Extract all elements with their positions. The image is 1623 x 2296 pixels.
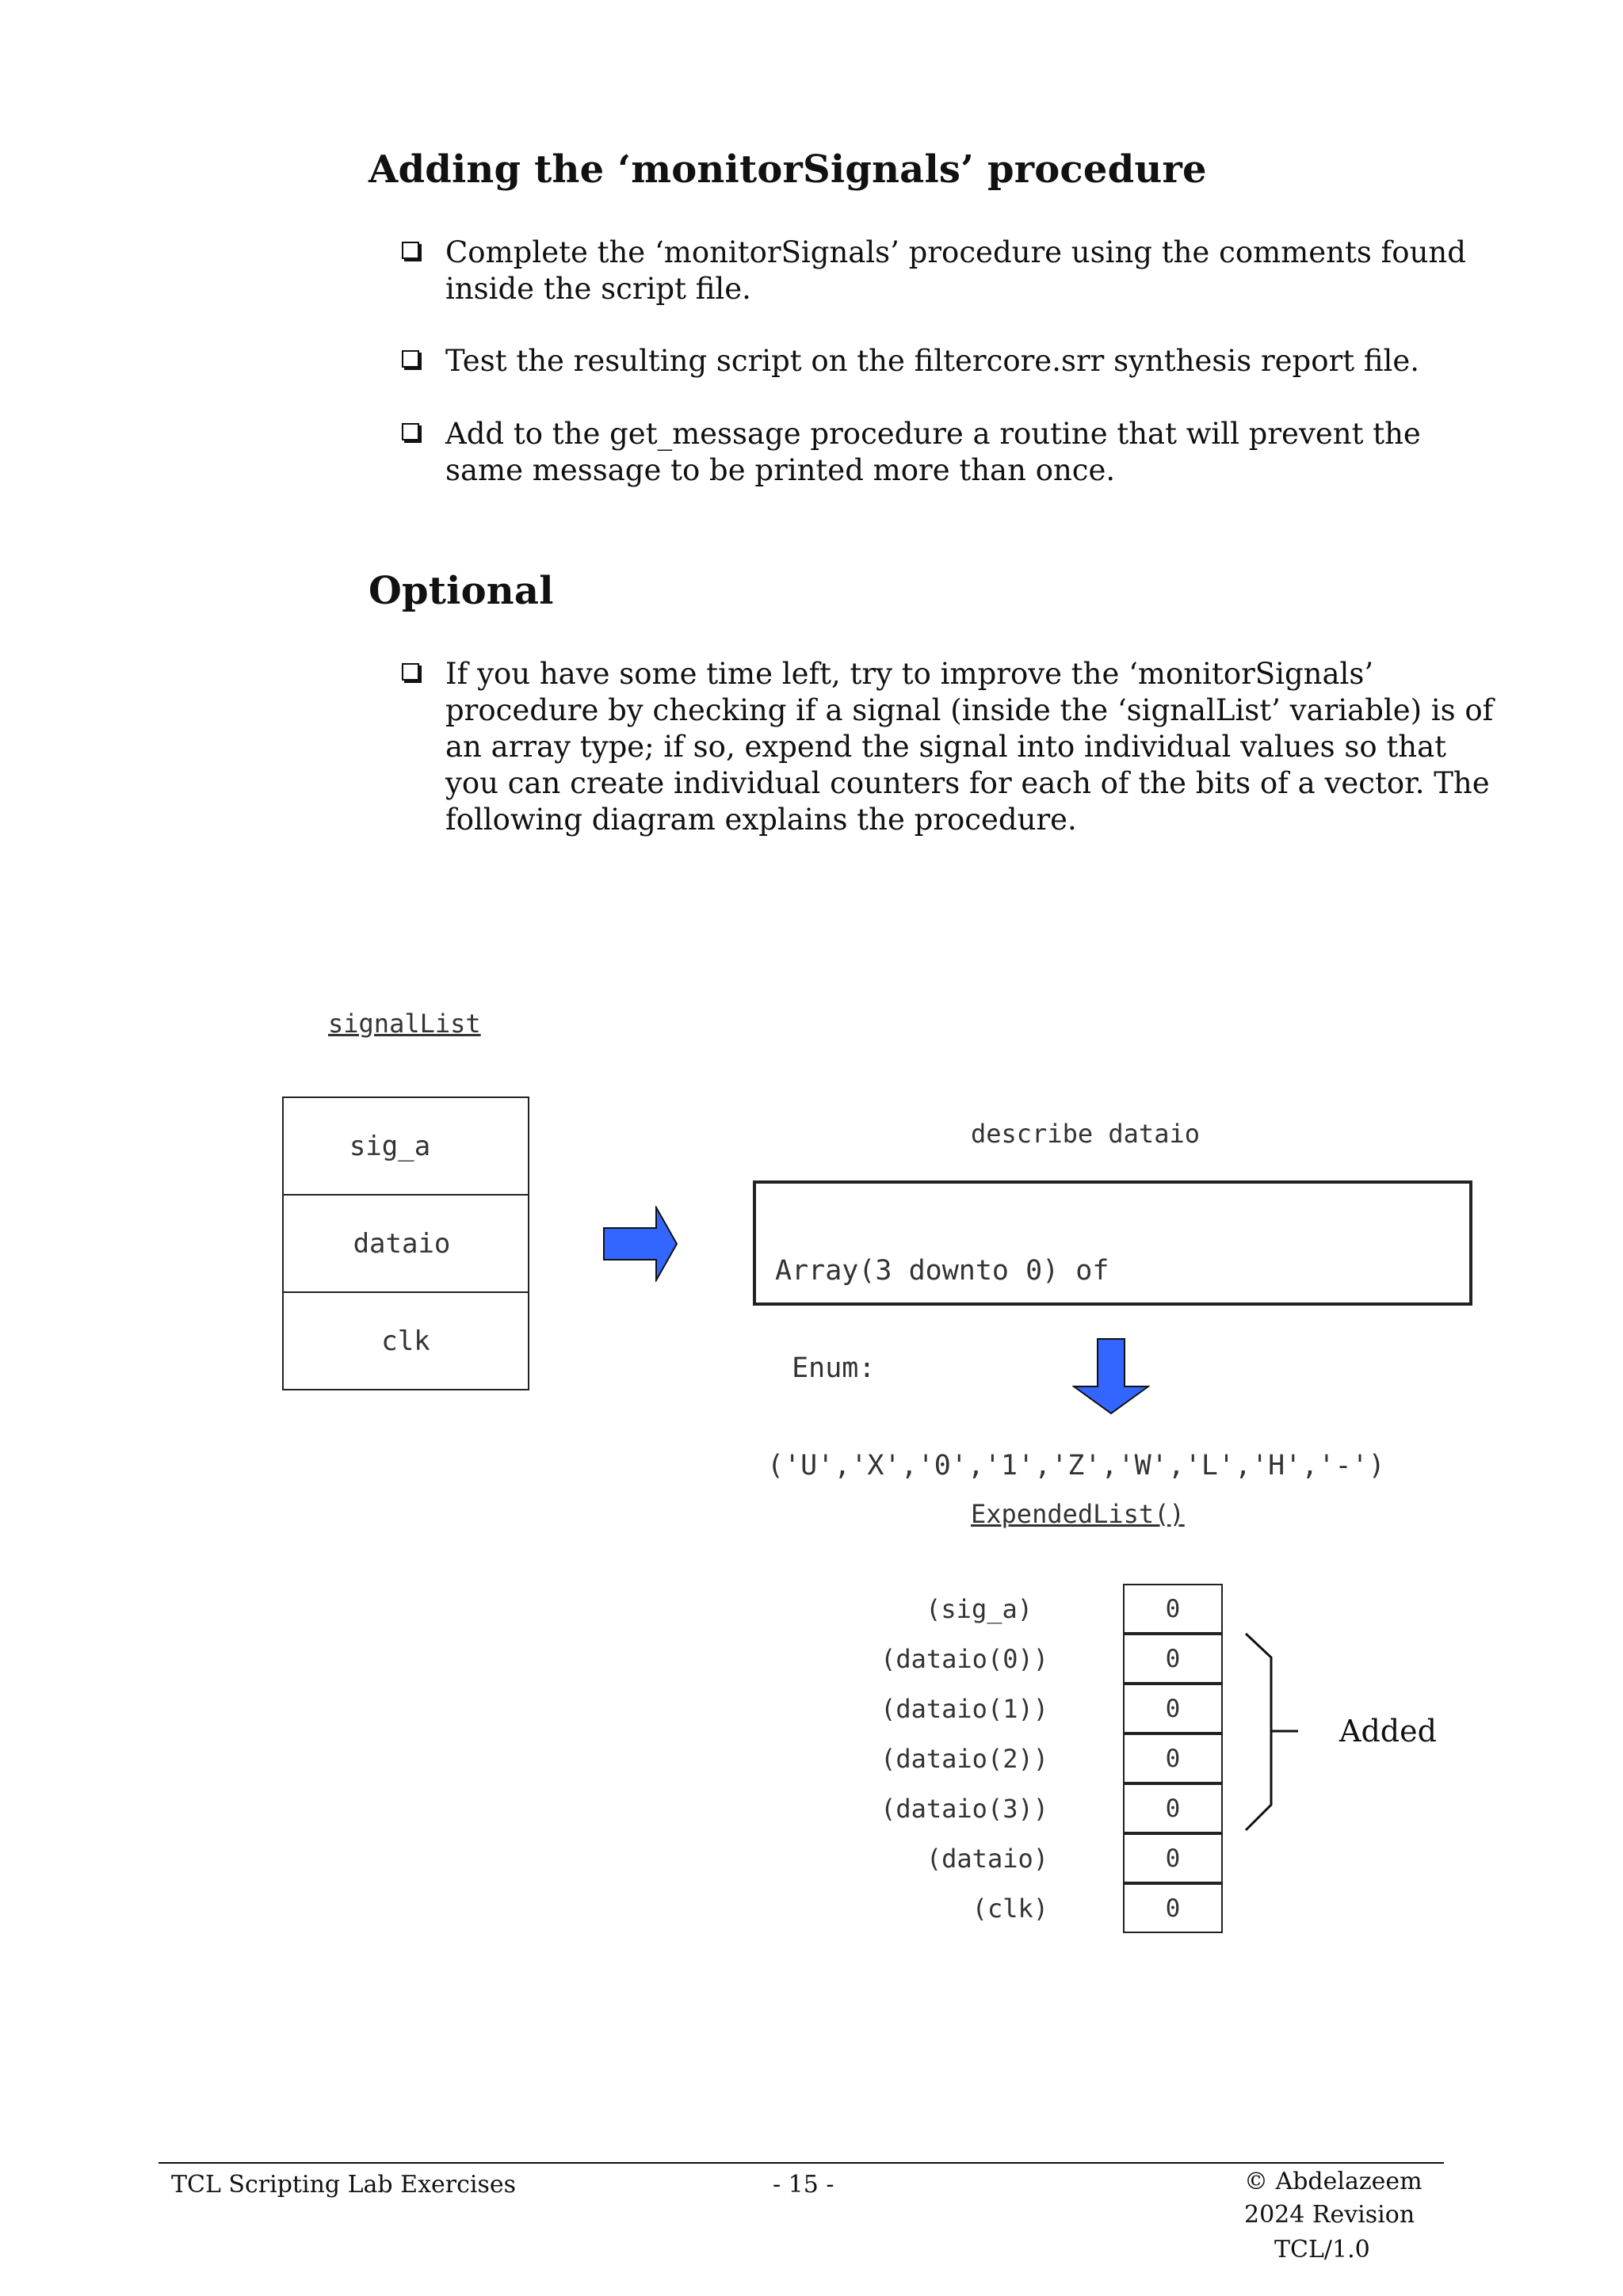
expended-row-value: 0 [1123, 1783, 1223, 1833]
bullet-text: Test the resulting script on the filtercore.srr synthesis report file. [445, 344, 1420, 378]
right-arrow-icon [602, 1206, 678, 1282]
down-arrow-icon [1072, 1337, 1150, 1415]
signal-list-cell: sig_a [282, 1097, 529, 1196]
section-heading-monitor-signals: Adding the ‘monitorSignals’ procedure [369, 147, 1207, 192]
expended-row-value: 0 [1123, 1883, 1223, 1933]
describe-output-line: ('U','X','0','1','Z','W','L','H','-') [767, 1450, 1385, 1482]
describe-output-line: Enum: [775, 1352, 876, 1384]
footer-revision: 2024 Revision [1244, 2201, 1415, 2229]
footer-rule [158, 2162, 1444, 2164]
expended-list-title: ExpendedList() [971, 1499, 1185, 1529]
bullet-item [402, 416, 1495, 489]
footer-page-number: - 15 - [773, 2171, 834, 2199]
describe-command-label: describe dataio [971, 1119, 1200, 1149]
expended-row-value: 0 [1123, 1584, 1223, 1634]
footer-version: TCL/1.0 [1274, 2236, 1370, 2264]
bullet-text: Complete the ‘monitorSignals’ procedure using the comments found inside the script file. [445, 235, 1466, 306]
bullet-item [402, 235, 1495, 307]
expended-row-value: 0 [1123, 1733, 1223, 1783]
bullet-text: If you have some time left, try to improve the ‘monitorSignals’ procedure by checking if a signal (inside the ‘signalList’ variable) is of an array type; if so, expend the signal into individual values so that you can create individual counters for each of the bits of a vector. The following diagram explains the procedure. [445, 657, 1494, 837]
checkbox-bullet-icon [402, 242, 419, 259]
describe-output-line: Array(3 downto 0) of [775, 1255, 1109, 1287]
expended-row-value: 0 [1123, 1634, 1223, 1684]
added-bracket [1244, 1632, 1300, 1838]
checkbox-bullet-icon [402, 423, 419, 441]
signal-list-title: signalList [328, 1009, 481, 1039]
expended-row-value: 0 [1123, 1684, 1223, 1733]
bullet-item [402, 343, 1495, 379]
expended-row-label: (clk) [972, 1893, 1048, 1924]
expended-row-value: 0 [1123, 1833, 1223, 1883]
footer-copyright: © Abdelazeem [1244, 2168, 1423, 2195]
signal-list-cell: clk [282, 1291, 529, 1390]
expended-row-label: (dataio) [926, 1843, 1048, 1874]
checkbox-bullet-icon [402, 663, 419, 681]
added-label: Added [1339, 1714, 1437, 1749]
checkbox-bullet-icon [402, 350, 419, 368]
expended-row-label: (dataio(3)) [880, 1793, 1048, 1824]
section-heading-optional: Optional [369, 569, 554, 613]
bullet-text: Add to the get_message procedure a routine that will prevent the same message to be printed more than once. [445, 417, 1421, 487]
expended-row-label: (dataio(0)) [880, 1643, 1048, 1674]
bullet-item [402, 656, 1495, 838]
signal-list-cell: dataio [282, 1194, 529, 1293]
expended-row-label: (dataio(1)) [880, 1693, 1048, 1724]
describe-output-box [753, 1180, 1472, 1482]
expended-row-label: (sig_a) [926, 1593, 1033, 1624]
expended-row-label: (dataio(2)) [880, 1743, 1048, 1774]
footer-left: TCL Scripting Lab Exercises [171, 2171, 517, 2199]
